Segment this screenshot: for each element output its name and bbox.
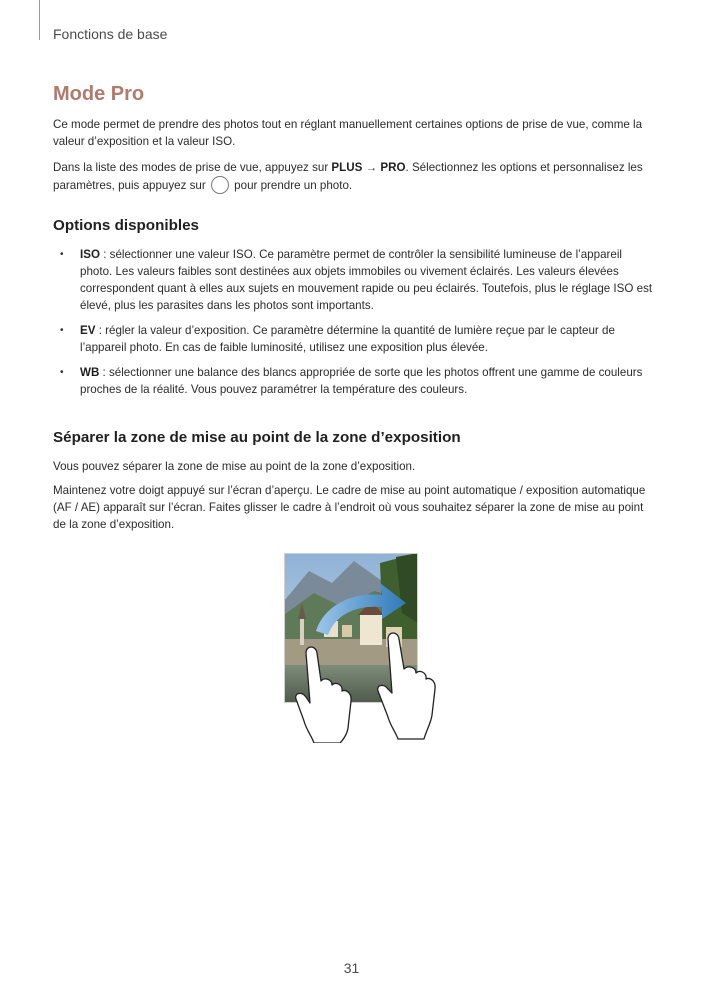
bullet-icon: • (60, 325, 64, 336)
pro-label: PRO (380, 161, 406, 174)
option-key: ISO (80, 248, 100, 261)
page-title: Mode Pro (53, 83, 145, 105)
separate-paragraph-1: Vous pouvez séparer la zone de mise au point de la zone d’exposition. (53, 460, 416, 473)
option-text: : régler la valeur d’exposition. Ce paramètre détermine la quantité de lumière reçue par le capteur de l’appareil photo. En cas de faible luminosité, utilisez une exposition plus élevée. (80, 324, 615, 354)
af-ae-illustration (284, 553, 466, 743)
option-text: : sélectionner une valeur ISO. Ce paramètre permet de contrôler la sensibilité lumineuse de l’appareil photo. Les valeurs faibles sont destinées aux objets immobiles ou vivement éclairés. Les valeurs élevées correspondent quant à elles aux sujets en mouvement rapide ou peu éclairés. Toutefois, plus le réglage ISO est élevé, plus les parasites dans les photos sont importants. (80, 248, 653, 312)
page-number: 31 (343, 960, 360, 976)
option-wb (53, 364, 655, 398)
separate-paragraph-2: Maintenez votre doigt appuyé sur l’écran d’aperçu. Le cadre de mise au point automatique / exposition automatique (AF / AE) apparaît sur l’écran. Faites glisser le cadre à l’endroit où vous souhaitez séparer la zone de mise au point de la zone d’exposition. (53, 484, 646, 531)
separate-heading: Séparer la zone de mise au point de la zone d’exposition (53, 429, 461, 446)
instruction-paragraph (53, 159, 653, 194)
arrow-glyph: → (362, 161, 381, 174)
instruction-suffix: pour prendre un photo. (230, 179, 353, 192)
shutter-button-icon (211, 176, 229, 194)
option-key: WB (80, 366, 100, 379)
option-ev (53, 322, 655, 356)
bullet-icon: • (60, 249, 64, 260)
options-heading: Options disponibles (53, 217, 199, 234)
instruction-middle: . Sélectionnez les options et personnalisez les paramètres, puis appuyez sur (53, 161, 643, 192)
option-key: EV (80, 324, 96, 337)
option-text: : sélectionner une balance des blancs appropriée de sorte que les photos offrent une gamme de couleurs proches de la réalité. Vous pouvez paramétrer la température des couleurs. (80, 366, 643, 396)
bullet-icon: • (60, 367, 64, 378)
option-iso (53, 246, 655, 314)
plus-label: PLUS (331, 161, 363, 174)
options-list (53, 246, 655, 406)
instruction-prefix: Dans la liste des modes de prise de vue, appuyez sur (53, 161, 332, 174)
section-header: Fonctions de base (53, 26, 168, 42)
intro-paragraph: Ce mode permet de prendre des photos tout en réglant manuellement certaines options de prise de vue, comme la valeur d’exposition et la valeur ISO. (53, 118, 643, 148)
header-rule (39, 0, 40, 40)
